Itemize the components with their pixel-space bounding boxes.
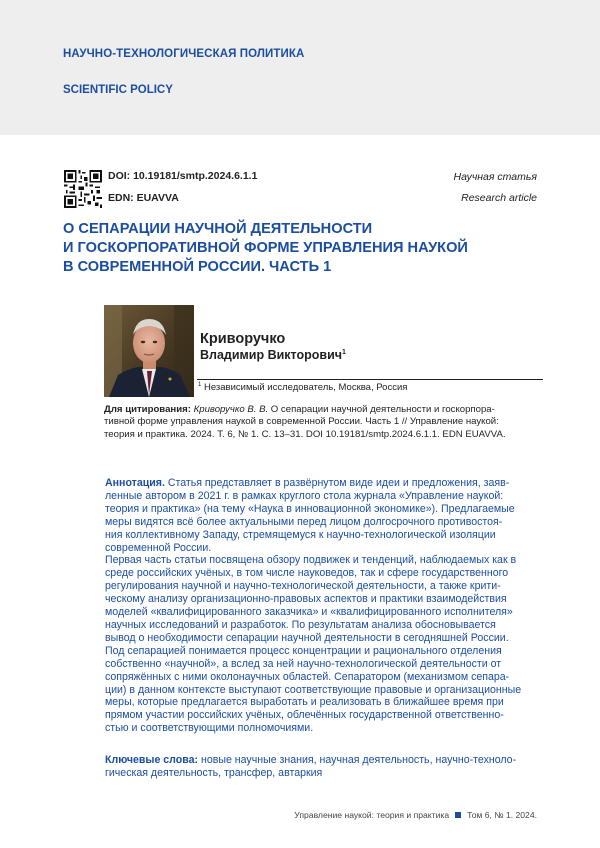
section-title-ru: НАУЧНО-ТЕХНОЛОГИЧЕСКАЯ ПОЛИТИКА — [63, 48, 305, 60]
abstract-line: ческому анализу организационно-правовых аспектов и практики взаимодействия — [105, 593, 507, 606]
abstract-text: Статья представляет в развёрнутом виде идеи и предложения, заяв- — [164, 477, 510, 489]
footer-issue: Том 6, № 1. 2024. — [467, 810, 537, 820]
affiliation — [198, 382, 407, 393]
abstract-line: меры, которые предлагается выработать и реализовать в ближайшее время при — [105, 696, 504, 709]
abstract-line: сопряжённых с ними околонаучных областей. Сепаратором (механизмом сепара- — [105, 670, 510, 683]
citation-block — [104, 404, 544, 441]
edn-code: EDN: EUAVVA — [108, 192, 179, 204]
doi-link[interactable]: DOI: 10.19181/smtp.2024.6.1.1 — [108, 170, 258, 182]
author-given-name: Владимир Викторович — [200, 348, 343, 362]
abstract-line: теория и практика» (на тему «Наука в инновационной экономике»). Предлагаемые — [105, 502, 515, 515]
page-footer — [294, 810, 537, 820]
abstract-line: регулирования научной и научно-технологической деятельности, а также крити- — [105, 580, 501, 593]
header-band — [0, 0, 600, 135]
abstract-line: собственно «научной», а вслед за ней научно-технологической деятельности от — [105, 657, 502, 670]
author-photo — [104, 305, 194, 397]
section-title-en: SCIENTIFIC POLICY — [63, 84, 173, 96]
title-line: И ГОСКОРПОРАТИВНОЙ ФОРМЕ УПРАВЛЕНИЯ НАУКОЙ — [63, 240, 468, 256]
affiliation-text: Независимый исследователь, Москва, Россия — [203, 382, 408, 394]
affiliation-marker: 1 — [198, 382, 202, 388]
abstract-line: прямом участии российских учёных, облечённых государственной ответственно- — [105, 709, 504, 722]
abstract-line: среде российских учёных, в том числе науковедов, так и сфере государственного — [105, 567, 509, 580]
keywords-label: Ключевые слова: — [105, 754, 199, 766]
citation-text: О сепарации научной деятельности и госкорпора- — [268, 404, 495, 415]
keywords-line: гическая деятельность, трансфер, автаркия — [105, 767, 323, 779]
abstract-line: Под сепарацией понимается процесс концентрации и рационального отделения — [105, 644, 502, 657]
keywords — [105, 754, 545, 780]
article-type-ru: Научная статья — [453, 171, 537, 183]
abstract-line: стью и соответствующими полномочиями. — [105, 722, 314, 735]
abstract-line: ции) в данном контексте выступают соответствующие правовые и организационные — [105, 683, 522, 696]
author-name — [200, 348, 346, 362]
citation-line: тивной форме управления наукой в современной России. Часть 1 // Управление наукой: — [104, 416, 499, 428]
affiliation-divider — [197, 379, 543, 380]
title-line: В СОВРЕМЕННОЙ РОССИИ. ЧАСТЬ 1 — [63, 259, 332, 275]
author-surname: Криворучко — [200, 331, 286, 347]
footer-journal: Управление наукой: теория и практика — [294, 810, 450, 820]
abstract-line: меры видятся всё более актуальными перед лицом долгосрочного противостоя- — [105, 515, 503, 528]
abstract-line: современной России. — [105, 541, 212, 554]
qr-code-icon[interactable] — [64, 170, 102, 208]
abstract-label: Аннотация. — [105, 477, 165, 489]
article-title — [63, 220, 543, 277]
abstract — [105, 477, 545, 735]
abstract-line: научных исследований и разработок. По результатам анализа обосновывается — [105, 618, 496, 631]
citation-line: теория и практика. 2024. Т. 6, № 1. С. 13–31. DOI 10.19181/smtp.2024.6.1.1. EDN EUAVVA. — [104, 428, 506, 440]
abstract-line: ленные автором в 2021 г. в рамках круглого стола журнала «Управление наукой: — [105, 489, 504, 502]
title-line: О СЕПАРАЦИИ НАУЧНОЙ ДЕЯТЕЛЬНОСТИ — [63, 221, 373, 237]
abstract-line: Первая часть статьи посвящена обзору подвижек и тенденций, наблюдаемых как в — [105, 554, 517, 567]
citation-label: Для цитирования: — [104, 404, 191, 415]
author-affiliation-marker: 1 — [342, 348, 346, 356]
citation-author: Криворучко В. В. — [193, 404, 269, 415]
square-bullet-icon — [455, 812, 461, 818]
abstract-line: моделей «квалифицированного заказчика» и «квалифицированного исполнителя» — [105, 606, 513, 619]
article-type-en: Research article — [461, 192, 537, 204]
keywords-text: новые научные знания, научная деятельность, научно-техноло- — [198, 754, 517, 766]
abstract-line: вывод о необходимости сепарации научной деятельности в сегодняшней России. — [105, 631, 509, 644]
abstract-line: ния коллективному Западу, стремящемуся к научно-технологической изоляции — [105, 528, 496, 541]
